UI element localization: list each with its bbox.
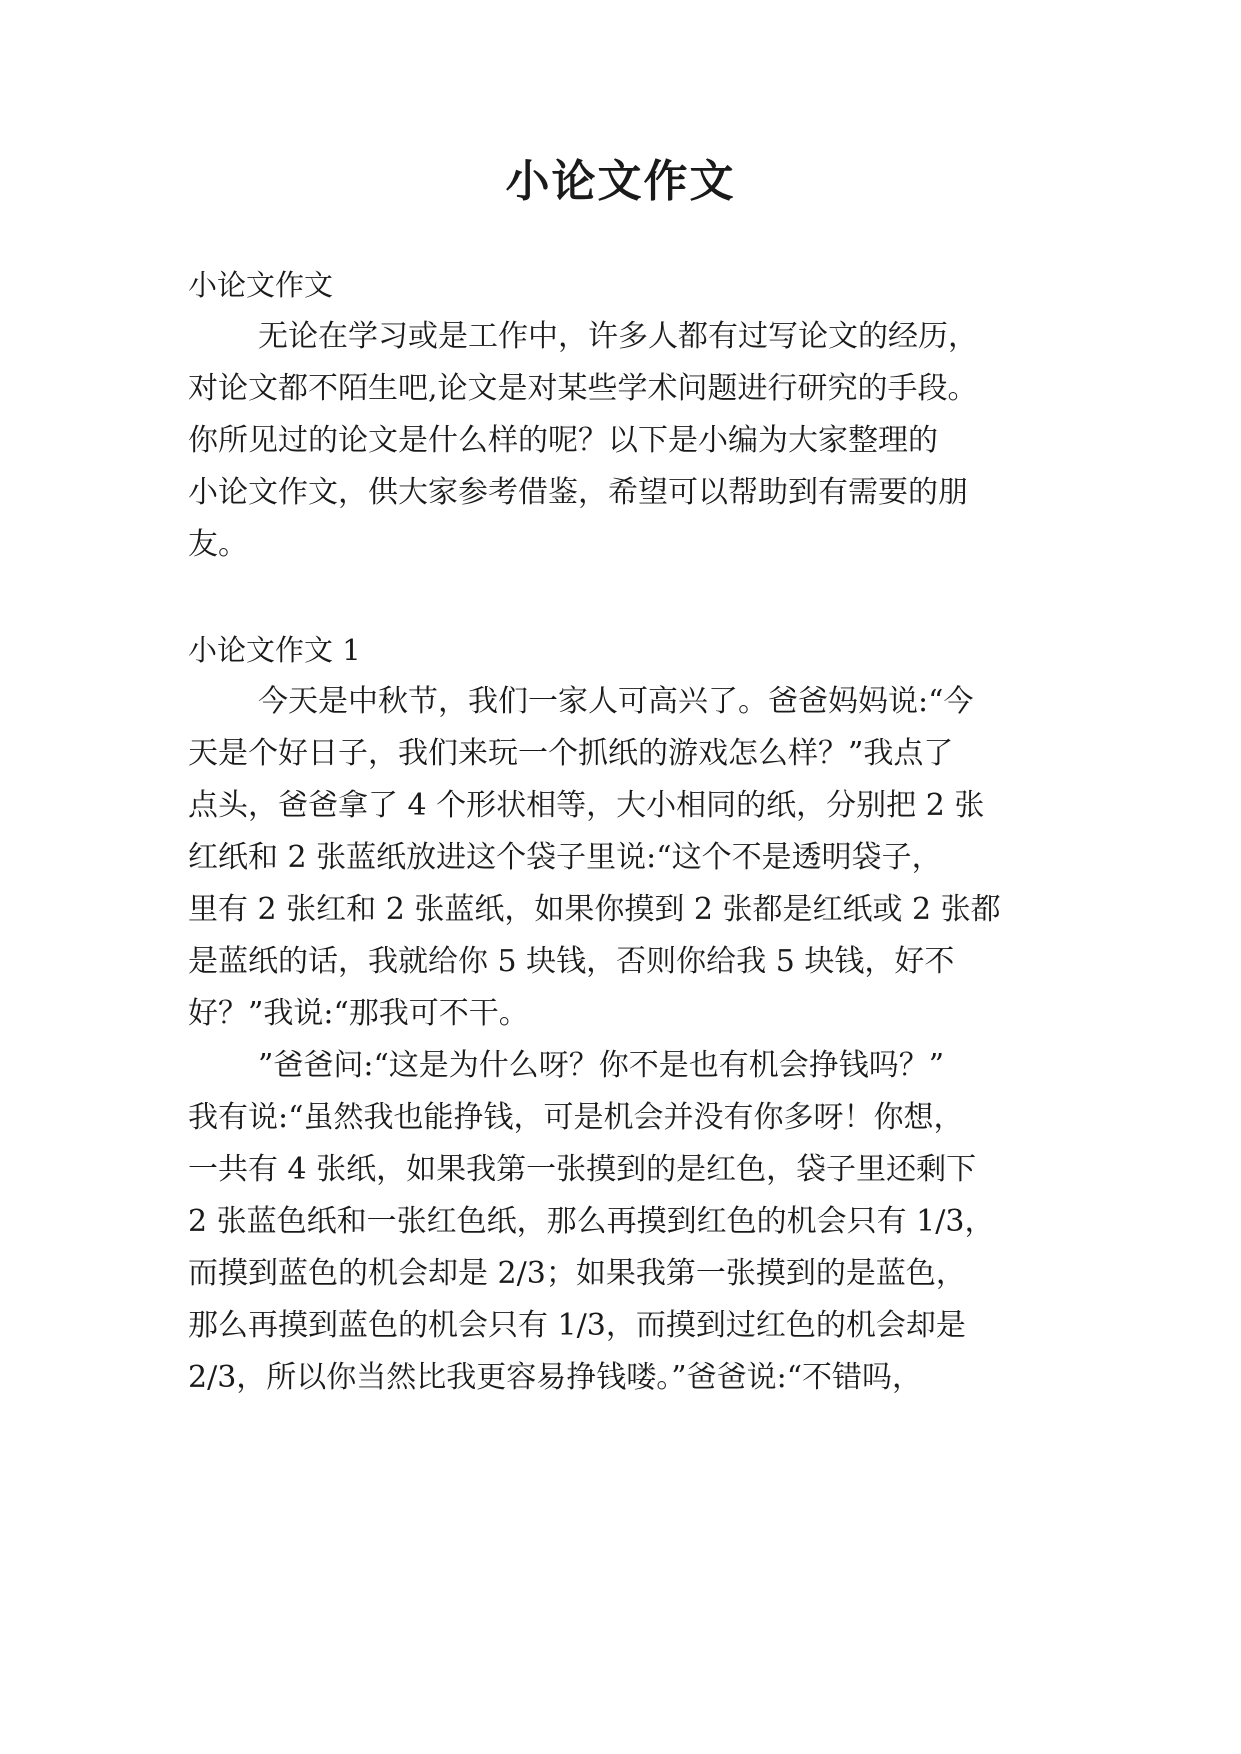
essay1-line: 一共有 4 张纸，如果我第一张摸到的是红色，袋子里还剩下: [188, 1152, 977, 1187]
essay1-line: 今天是中秋节，我们一家人可高兴了。爸爸妈妈说:“今: [258, 684, 974, 719]
essay1-line: 好？”我说:“那我可不干。: [188, 996, 529, 1031]
intro-heading: 小论文作文: [188, 268, 334, 302]
essay1-line: 是蓝纸的话，我就给你 5 块钱，否则你给我 5 块钱，好不: [188, 944, 955, 979]
intro-line: 小论文作文，供大家参考借鉴，希望可以帮助到有需要的朋: [188, 475, 968, 510]
essay1-line: 2 张蓝色纸和一张红色纸，那么再摸到红色的机会只有 1/3，: [188, 1204, 995, 1239]
essay1-line: 里有 2 张红和 2 张蓝纸，如果你摸到 2 张都是红纸或 2 张都: [188, 892, 1001, 927]
essay1-line: 我有说:“虽然我也能挣钱，可是机会并没有你多呀！你想，: [188, 1100, 964, 1135]
essay1-line: 天是个好日子，我们来玩一个抓纸的游戏怎么样？”我点了: [188, 736, 954, 771]
intro-line: 友。: [188, 527, 248, 562]
essay1-line: 那么再摸到蓝色的机会只有 1/3，而摸到过红色的机会却是: [188, 1308, 966, 1343]
essay1-heading: 小论文作文 1: [188, 633, 361, 667]
document-title: 小论文作文: [505, 156, 736, 207]
intro-line: 无论在学习或是工作中，许多人都有过写论文的经历，: [258, 319, 978, 354]
intro-line: 对论文都不陌生吧,论文是对某些学术问题进行研究的手段。: [188, 371, 978, 406]
essay1-line: 2/3，所以你当然比我更容易挣钱喽。”爸爸说:“不错吗，: [188, 1360, 923, 1395]
essay1-line: 红纸和 2 张蓝纸放进这个袋子里说:“这个不是透明袋子，: [188, 840, 942, 875]
essay1-line: 而摸到蓝色的机会却是 2/3；如果我第一张摸到的是蓝色，: [188, 1256, 966, 1291]
essay1-line: 点头，爸爸拿了 4 个形状相等，大小相同的纸，分别把 2 张: [188, 788, 985, 823]
essay1-line: ”爸爸问:“这是为什么呀？你不是也有机会挣钱吗？”: [258, 1048, 945, 1083]
intro-line: 你所见过的论文是什么样的呢？以下是小编为大家整理的: [188, 423, 938, 458]
